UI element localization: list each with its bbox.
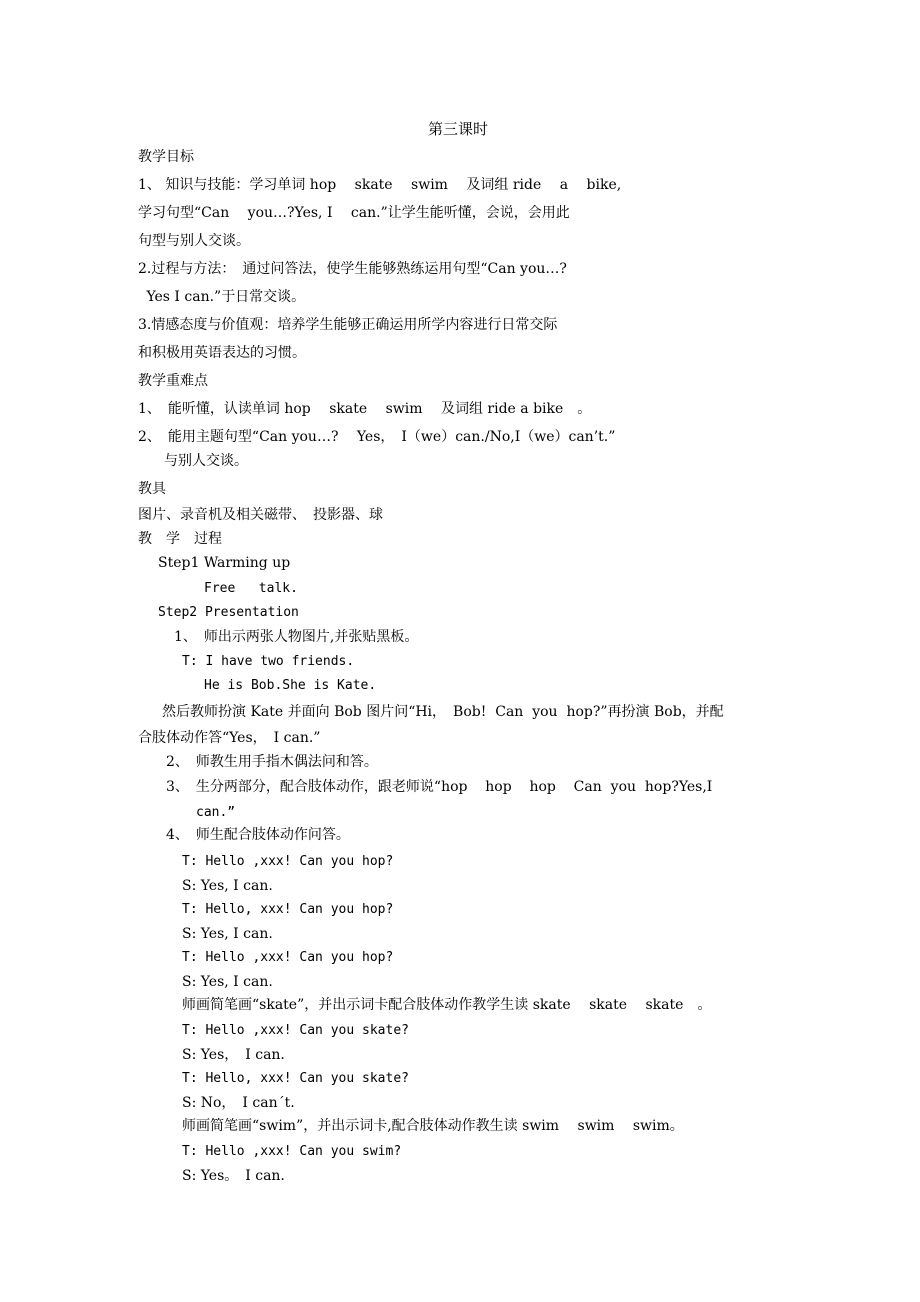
dialogue-line: S: Yes, I can. — [182, 878, 273, 894]
section-heading-procedure: 教 学 过程 — [138, 531, 222, 547]
dialogue-line: S: Yes, I can. — [182, 926, 273, 942]
dialogue-line: T: Hello, xxx! Can you skate? — [182, 1071, 409, 1086]
text-line: 4、 师生配合肢体动作问答。 — [166, 827, 350, 843]
dialogue-line: S: Yes。 I can. — [182, 1168, 285, 1184]
text-line: 学习句型“Can you…?Yes, I can.”让学生能听懂，会说，会用此 — [138, 205, 570, 221]
text-line: 1、 能听懂，认读单词 hop skate swim 及词组 ride a bike 。 — [138, 401, 592, 417]
dialogue-line: T: Hello ,xxx! Can you hop? — [182, 950, 394, 965]
dialogue-line: He is Bob.She is Kate. — [204, 678, 377, 693]
text-line: 图片、录音机及相关磁带、 投影器、球 — [138, 507, 383, 523]
text-line: Free talk. — [204, 581, 298, 596]
dialogue-line: T: Hello, xxx! Can you hop? — [182, 902, 394, 917]
text-line: 师画简笔画“swim”，并出示词卡,配合肢体动作教生读 swim swim swim。 — [182, 1118, 684, 1134]
dialogue-line: T: I have two friends. — [182, 654, 355, 669]
dialogue-line: S: Yes， I can. — [182, 1047, 285, 1063]
text-line: 2、 师教生用手指木偶法问和答。 — [166, 754, 378, 770]
text-line: 1、 师出示两张人物图片,并张贴黑板。 — [174, 629, 419, 645]
step-heading: Step2 Presentation — [158, 605, 299, 620]
step-heading: Step1 Warming up — [158, 555, 291, 571]
text-line: 句型与别人交谈。 — [138, 233, 250, 249]
text-line: 2.过程与方法： 通过问答法，使学生能够熟练运用句型“Can you…? — [138, 261, 567, 277]
text-line: 师画简笔画“skate”，并出示词卡配合肢体动作教学生读 skate skate skate 。 — [182, 997, 712, 1013]
text-line: 然后教师扮演 Kate 并面向 Bob 图片问“Hi， Bob! Can you hop?”再扮演 Bob，并配 — [162, 704, 724, 720]
text-line: 合肢体动作答“Yes， I can.” — [138, 730, 321, 746]
dialogue-line: T: Hello ,xxx! Can you hop? — [182, 854, 394, 869]
text-line: 1、 知识与技能：学习单词 hop skate swim 及词组 ride a bike, — [138, 177, 622, 193]
section-heading-key-points: 教学重难点 — [138, 373, 208, 389]
text-line: 3、 生分两部分，配合肢体动作，跟老师说“hop hop hop Can you hop?Yes,I — [166, 779, 713, 795]
text-line: can.” — [196, 805, 236, 820]
dialogue-line: S: Yes, I can. — [182, 974, 273, 990]
text-line: 和积极用英语表达的习惯。 — [138, 345, 306, 361]
text-line: Yes I can.”于日常交谈。 — [142, 289, 306, 305]
dialogue-line: T: Hello ,xxx! Can you skate? — [182, 1023, 409, 1038]
section-heading-objectives: 教学目标 — [138, 149, 194, 165]
text-line: 3.情感态度与价值观：培养学生能够正确运用所学内容进行日常交际 — [138, 317, 558, 333]
section-heading-materials: 教具 — [138, 481, 166, 497]
text-line: 2、 能用主题句型“Can you…? Yes， I（we）can./No,I（we）can’t.” — [138, 429, 616, 445]
text-line: 与别人交谈。 — [164, 453, 248, 469]
lesson-title: 第三课时 — [428, 120, 489, 138]
dialogue-line: T: Hello ,xxx! Can you swim? — [182, 1144, 402, 1159]
dialogue-line: S: No， I can´t. — [182, 1095, 295, 1111]
